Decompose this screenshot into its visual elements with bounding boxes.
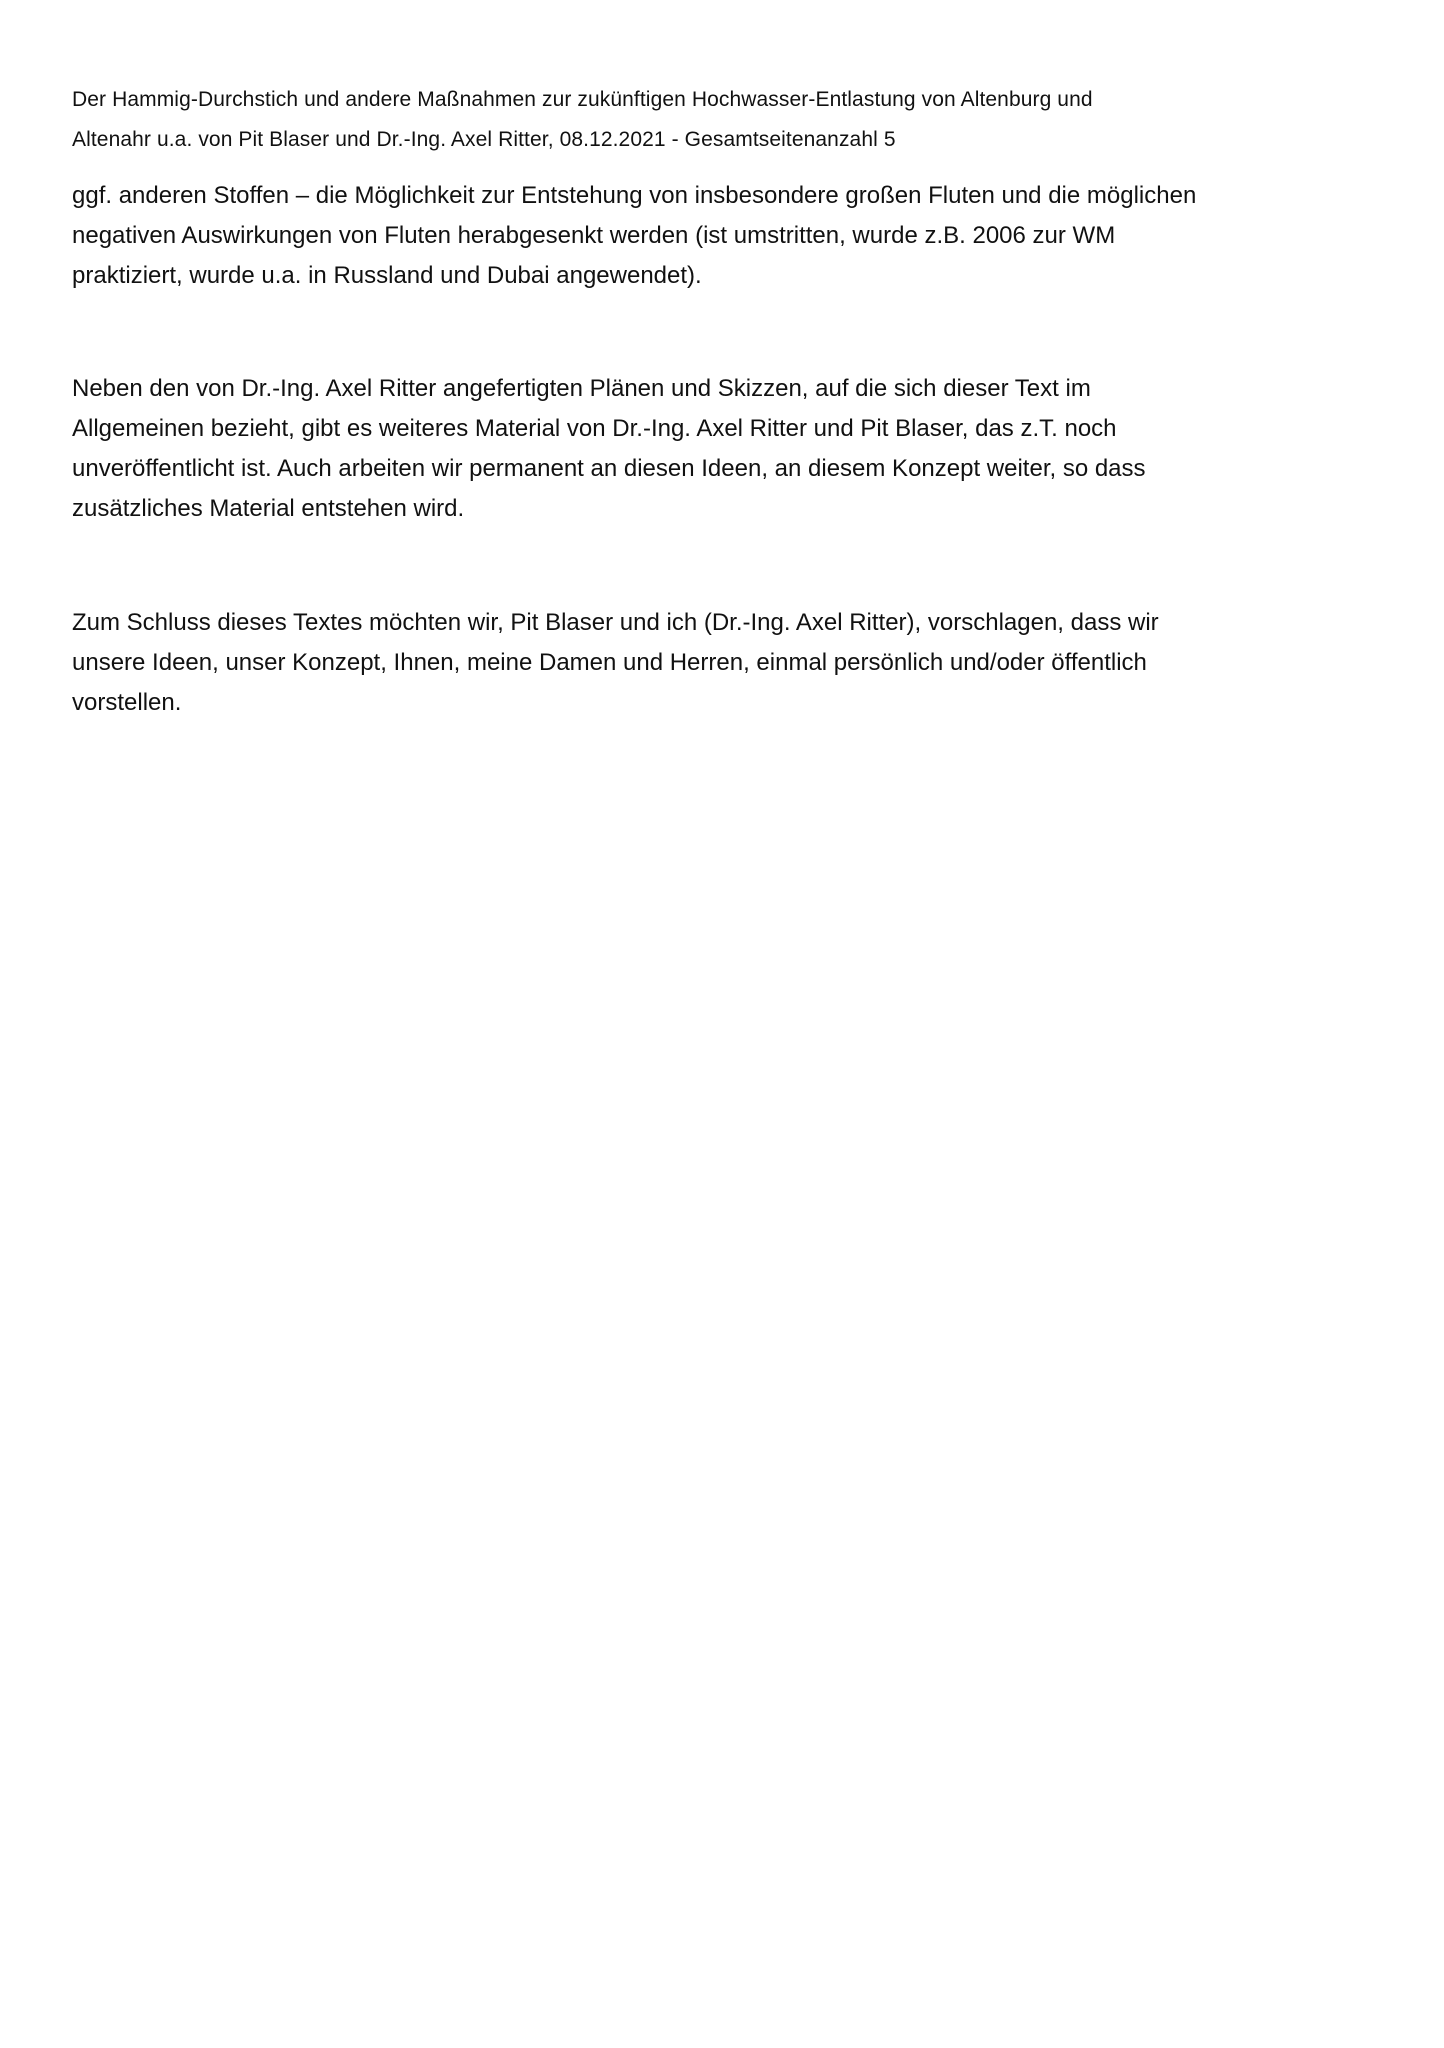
paragraph-continuation — [72, 176, 1372, 296]
paragraph-line: vorstellen. — [72, 689, 182, 716]
paragraph-line: negativen Auswirkungen von Fluten herabgesenkt werden (ist umstritten, wurde z.B. 2006 zur WM — [72, 222, 1116, 249]
paragraph-line: Zum Schluss dieses Textes möchten wir, Pit Blaser und ich (Dr.-Ing. Axel Ritter), vorschlagen, dass wir — [72, 609, 1159, 636]
paragraph-line: zusätzliches Material entstehen wird. — [72, 495, 465, 522]
header-line-2: Altenahr u.a. von Pit Blaser und Dr.-Ing. Axel Ritter, 08.12.2021 - Gesamtseitenanzahl 5 — [72, 128, 896, 151]
paragraph-line: unveröffentlicht ist. Auch arbeiten wir permanent an diesen Ideen, an diesem Konzept weiter, so dass — [72, 455, 1146, 482]
paragraph-material — [72, 369, 1372, 529]
header-line-1: Der Hammig-Durchstich und andere Maßnahmen zur zukünftigen Hochwasser-Entlastung von Altenburg und — [72, 88, 1093, 111]
paragraph-closing — [72, 603, 1372, 723]
paragraph-line: Neben den von Dr.-Ing. Axel Ritter angefertigten Plänen und Skizzen, auf die sich dieser Text im — [72, 375, 1091, 402]
paragraph-line: praktiziert, wurde u.a. in Russland und Dubai angewendet). — [72, 262, 702, 289]
paragraph-line: unsere Ideen, unser Konzept, Ihnen, meine Damen und Herren, einmal persönlich und/oder öffentlich — [72, 649, 1147, 676]
paragraph-line: ggf. anderen Stoffen – die Möglichkeit zur Entstehung von insbesondere großen Fluten und die möglichen — [72, 182, 1197, 209]
paragraph-line: Allgemeinen bezieht, gibt es weiteres Material von Dr.-Ing. Axel Ritter und Pit Blaser, das z.T. noch — [72, 415, 1117, 442]
page-header — [72, 80, 1372, 160]
